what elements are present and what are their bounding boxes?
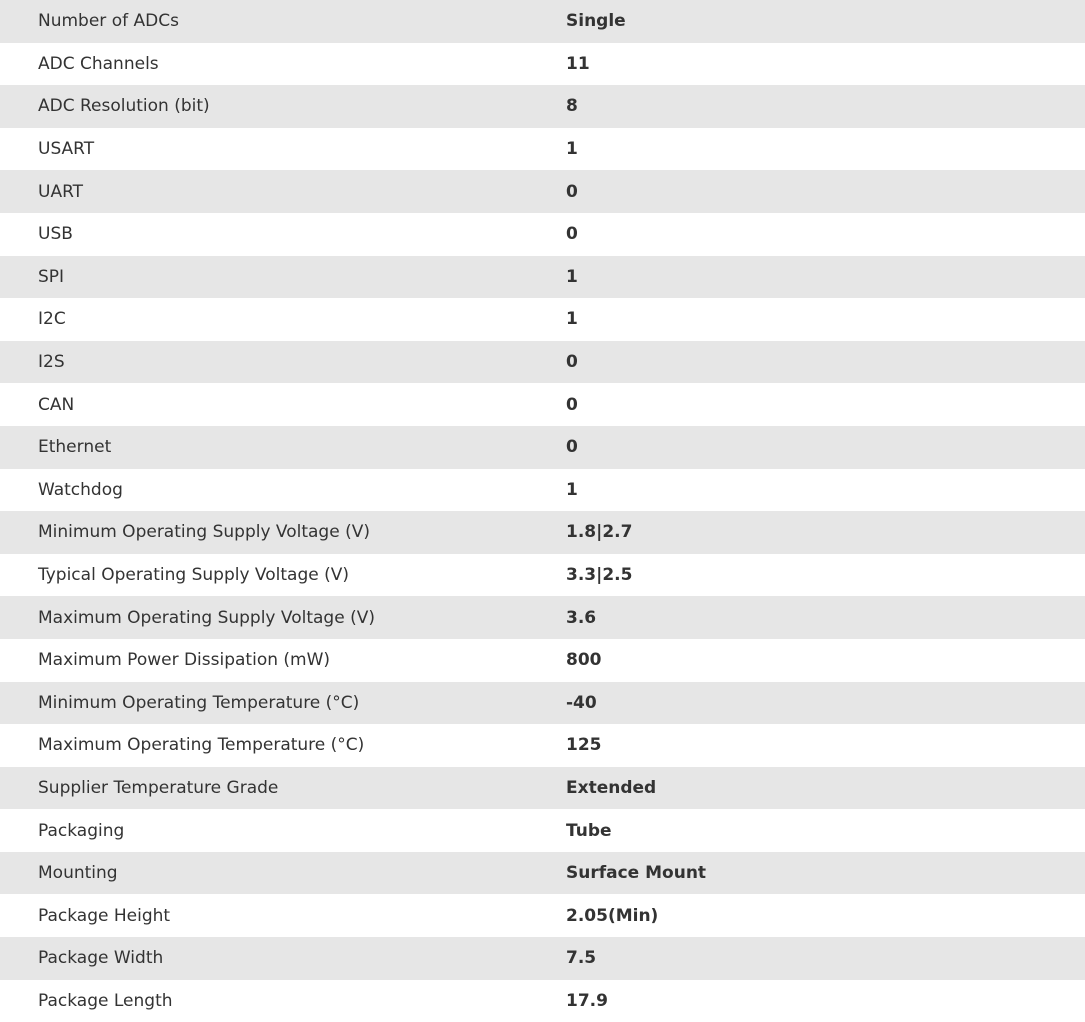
table-row <box>0 426 1085 469</box>
spec-label: Number of ADCs <box>0 0 566 43</box>
table-row <box>0 170 1085 213</box>
spec-label: I2S <box>0 341 566 384</box>
spec-value: 1.8|2.7 <box>566 511 1085 554</box>
table-row <box>0 894 1085 937</box>
spec-label: Maximum Operating Temperature (°C) <box>38 735 365 756</box>
spec-label: Package Width <box>0 937 566 980</box>
spec-value: 3.3|2.5 <box>566 565 633 586</box>
table-row <box>0 256 1085 299</box>
spec-value: 3.6 <box>566 596 1085 639</box>
spec-value: 1 <box>566 479 578 500</box>
spec-label: Packaging <box>38 820 125 841</box>
table-row <box>0 43 1085 86</box>
table-row <box>0 341 1085 384</box>
spec-value: Single <box>566 0 1085 43</box>
spec-value: 0 <box>566 170 1085 213</box>
spec-label: Maximum Power Dissipation (mW) <box>38 650 331 671</box>
spec-label: Mounting <box>0 852 566 895</box>
spec-value: Extended <box>566 767 1085 810</box>
table-row <box>0 809 1085 852</box>
spec-label: Package Height <box>38 905 171 926</box>
spec-label: Minimum Operating Temperature (°C) <box>0 682 566 725</box>
table-row <box>0 469 1085 512</box>
table-row <box>0 85 1085 128</box>
table-row <box>0 596 1085 639</box>
table-row <box>0 767 1085 810</box>
spec-value: Surface Mount <box>566 852 1085 895</box>
spec-value: 0 <box>566 394 578 415</box>
spec-label: I2C <box>38 309 66 330</box>
spec-label: CAN <box>38 394 75 415</box>
spec-label: USB <box>38 224 73 245</box>
table-row <box>0 298 1085 341</box>
spec-value: Tube <box>566 820 612 841</box>
spec-value: 1 <box>566 139 578 160</box>
spec-label: UART <box>0 170 566 213</box>
table-row <box>0 128 1085 171</box>
table-row <box>0 0 1085 43</box>
spec-value: 800 <box>566 650 602 671</box>
spec-label: Supplier Temperature Grade <box>0 767 566 810</box>
spec-label: Package Length <box>38 990 173 1011</box>
spec-value: -40 <box>566 682 1085 725</box>
spec-label: Watchdog <box>38 479 123 500</box>
spec-label: USART <box>38 139 95 160</box>
spec-value: 125 <box>566 735 602 756</box>
spec-value: 2.05(Min) <box>566 905 659 926</box>
spec-value: 11 <box>566 53 590 74</box>
spec-value: 7.5 <box>566 937 1085 980</box>
spec-value: 0 <box>566 426 1085 469</box>
table-row <box>0 682 1085 725</box>
spec-value: 0 <box>566 341 1085 384</box>
table-row <box>0 383 1085 426</box>
spec-label: ADC Resolution (bit) <box>0 85 566 128</box>
spec-label: Minimum Operating Supply Voltage (V) <box>0 511 566 554</box>
spec-value: 17.9 <box>566 990 608 1011</box>
table-row <box>0 724 1085 767</box>
spec-value: 8 <box>566 85 1085 128</box>
spec-value: 1 <box>566 256 1085 299</box>
spec-label: Ethernet <box>0 426 566 469</box>
table-row <box>0 511 1085 554</box>
table-row <box>0 639 1085 682</box>
spec-value: 0 <box>566 224 578 245</box>
table-row <box>0 213 1085 256</box>
spec-label: Typical Operating Supply Voltage (V) <box>38 565 349 586</box>
table-row <box>0 554 1085 597</box>
spec-value: 1 <box>566 309 578 330</box>
spec-label: SPI <box>0 256 566 299</box>
spec-label: ADC Channels <box>38 53 159 74</box>
spec-label: Maximum Operating Supply Voltage (V) <box>0 596 566 639</box>
table-row <box>0 937 1085 980</box>
table-row <box>0 852 1085 895</box>
